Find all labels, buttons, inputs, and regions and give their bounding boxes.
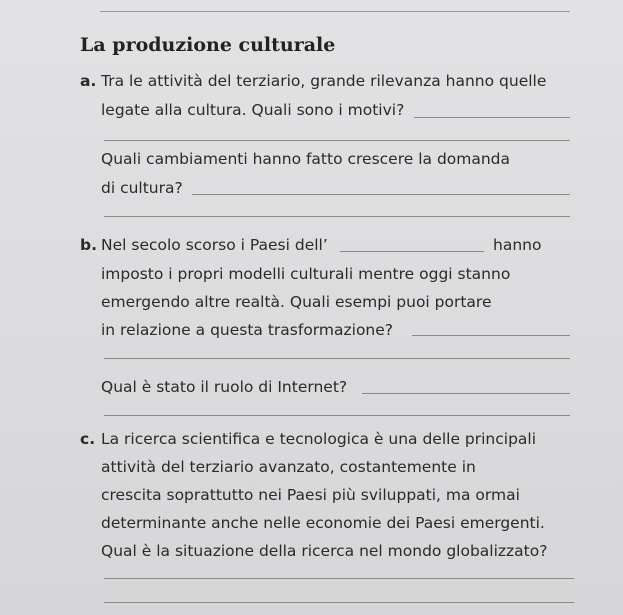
answer-blank-a2-inline[interactable] (192, 194, 570, 195)
answer-blank-a1-line[interactable] (104, 140, 570, 141)
section-c-line4: determinante anche nelle economie dei Paesi emergenti. (101, 514, 545, 532)
section-b-label: b. (80, 236, 97, 254)
section-c-label: c. (80, 430, 96, 448)
section-c-line3: crescita soprattutto nei Paesi più sviluppati, ma ormai (101, 486, 520, 504)
answer-blank-b2-line[interactable] (104, 415, 570, 416)
section-a-q1-line2: legate alla cultura. Quali sono i motivi? (101, 101, 405, 119)
top-rule (100, 11, 570, 12)
section-b-line3: emergendo altre realtà. Quali esempi puoi portare (101, 293, 492, 311)
section-b-q2: Qual è stato il ruolo di Internet? (101, 378, 348, 396)
section-a-q2-line2: di cultura? (101, 179, 183, 197)
answer-blank-b1-inline[interactable] (412, 335, 570, 336)
section-b-line1-start: Nel secolo scorso i Paesi dell’ (101, 236, 328, 254)
section-b-line1-end: hanno (493, 236, 542, 254)
answer-blank-b2-inline[interactable] (362, 393, 570, 394)
section-a-q1-line1: Tra le attività del terziario, grande rilevanza hanno quelle (101, 72, 547, 90)
answer-blank-b-inline-country[interactable] (340, 251, 484, 252)
section-a-q2-line1: Quali cambiamenti hanno fatto crescere la domanda (101, 150, 511, 168)
answer-blank-a1-inline[interactable] (414, 117, 570, 118)
answer-blank-a2-line[interactable] (104, 216, 570, 217)
section-b-line4: in relazione a questa trasformazione? (101, 321, 394, 339)
section-c-line1: La ricerca scientifica e tecnologica è una delle principali (101, 430, 537, 448)
answer-blank-b1-line[interactable] (104, 358, 570, 359)
page-title: La produzione culturale (80, 34, 336, 56)
section-a-label: a. (80, 72, 97, 90)
section-c-line2: attività del terziario avanzato, costantemente in (101, 458, 476, 476)
section-c-line5: Qual è la situazione della ricerca nel mondo globalizzato? (101, 542, 548, 560)
answer-blank-c-line2[interactable] (104, 602, 574, 603)
section-b-line2: imposto i propri modelli culturali mentre oggi stanno (101, 265, 511, 283)
answer-blank-c-line1[interactable] (104, 578, 574, 579)
